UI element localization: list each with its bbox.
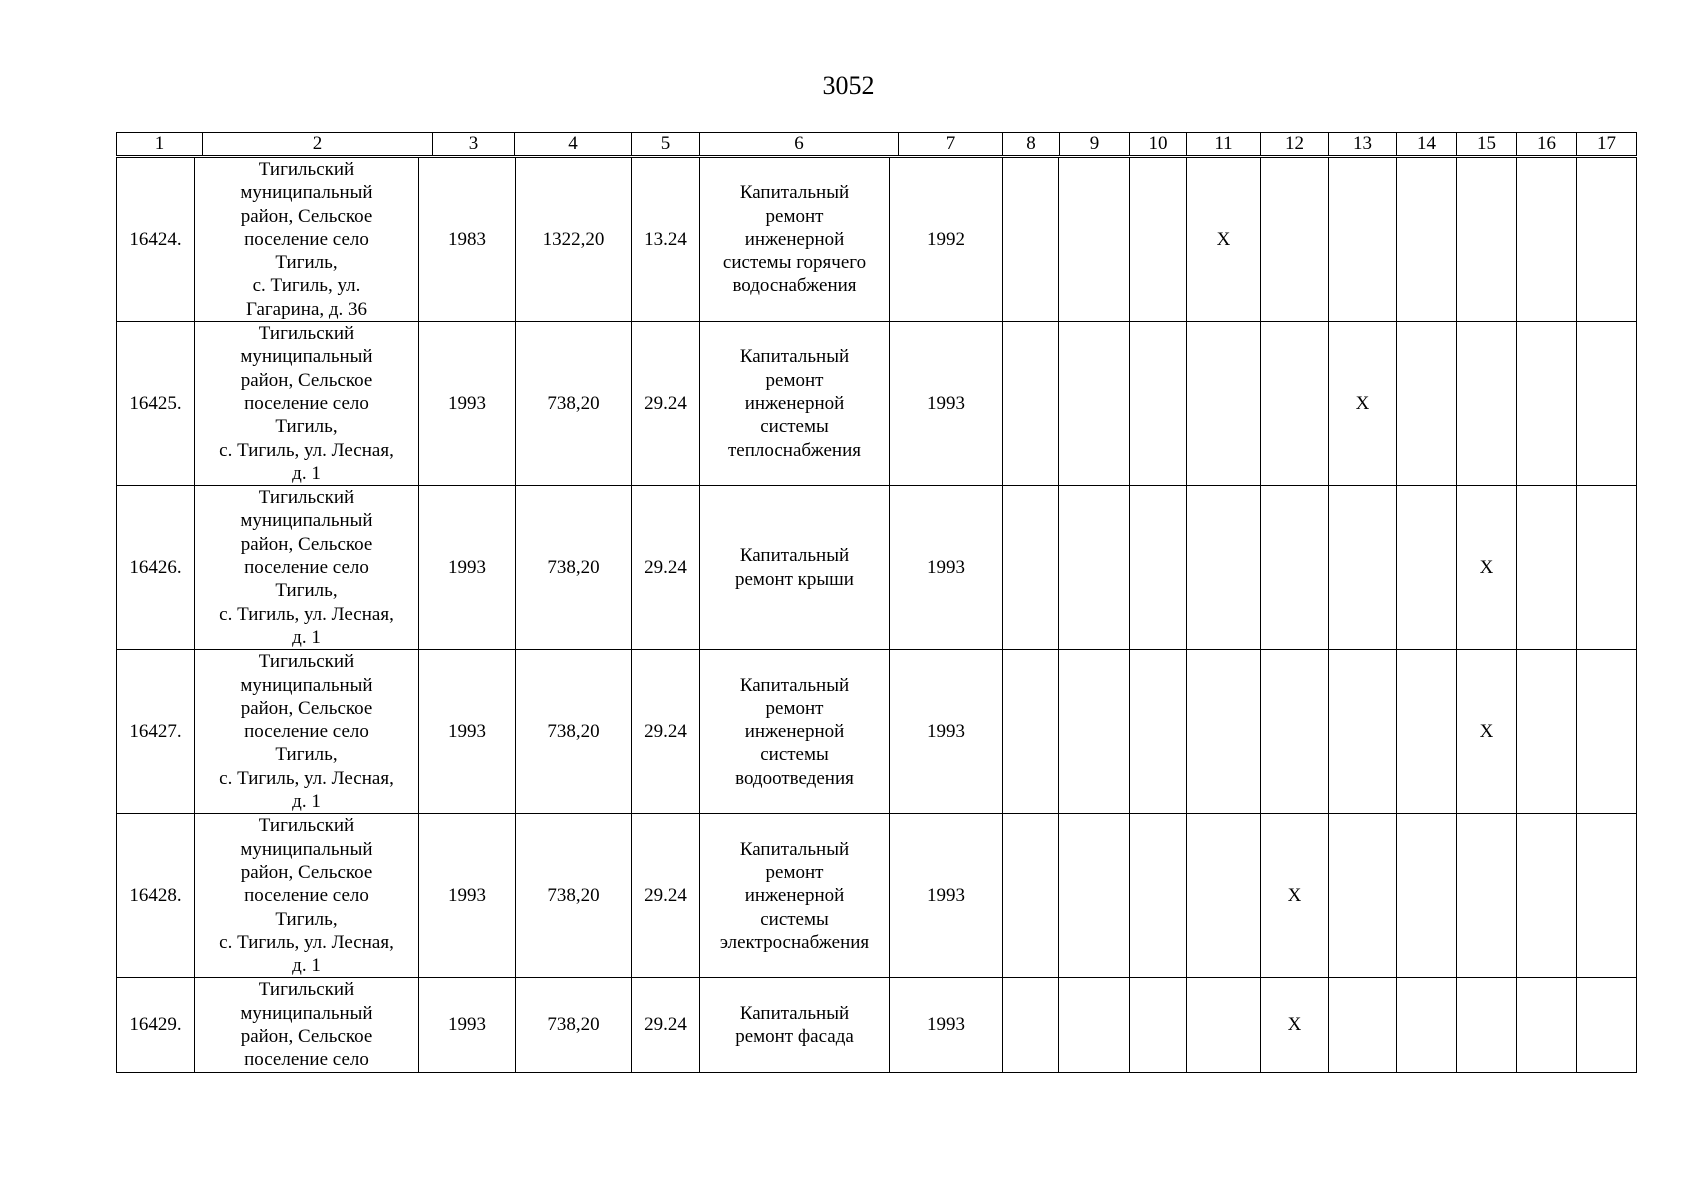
row-number: 16427. bbox=[117, 650, 195, 814]
area-cell: 738,20 bbox=[516, 814, 632, 978]
mark-cell-11 bbox=[1187, 486, 1261, 650]
table-row bbox=[117, 158, 1637, 322]
table-row bbox=[117, 814, 1637, 978]
mark-cell-13: X bbox=[1329, 322, 1397, 486]
header-cell: 10 bbox=[1130, 133, 1187, 156]
header-cell: 13 bbox=[1329, 133, 1397, 156]
mark-cell-16 bbox=[1517, 650, 1577, 814]
mark-cell-10 bbox=[1130, 322, 1187, 486]
mark-cell-17 bbox=[1577, 486, 1637, 650]
mark-cell-14 bbox=[1397, 158, 1457, 322]
mark-cell-13 bbox=[1329, 978, 1397, 1072]
year-work-cell: 1993 bbox=[890, 978, 1003, 1072]
header-cell: 3 bbox=[433, 133, 515, 156]
header-cell: 14 bbox=[1397, 133, 1457, 156]
year-work-cell: 1993 bbox=[890, 650, 1003, 814]
column-number-header bbox=[116, 132, 1637, 156]
year-work-cell: 1993 bbox=[890, 322, 1003, 486]
header-cell: 7 bbox=[899, 133, 1003, 156]
mark-cell-13 bbox=[1329, 158, 1397, 322]
mark-cell-13 bbox=[1329, 486, 1397, 650]
mark-cell-10 bbox=[1130, 158, 1187, 322]
header-cell: 17 bbox=[1577, 133, 1637, 156]
work-type-cell: Капитальный ремонт инженерной системы электроснабжения bbox=[700, 814, 890, 978]
mark-cell-17 bbox=[1577, 158, 1637, 322]
row-number: 16424. bbox=[117, 158, 195, 322]
mark-cell-12: X bbox=[1261, 814, 1329, 978]
mark-cell-14 bbox=[1397, 322, 1457, 486]
mark-cell-15 bbox=[1457, 158, 1517, 322]
address-cell: Тигильский муниципальный район, Сельское поселение село Тигиль, с. Тигиль, ул. Лесная, д. 1 bbox=[195, 486, 419, 650]
mark-cell-10 bbox=[1130, 814, 1187, 978]
area-cell: 1322,20 bbox=[516, 158, 632, 322]
year-built-cell: 1983 bbox=[419, 158, 516, 322]
mark-cell-12 bbox=[1261, 650, 1329, 814]
mark-cell-15: X bbox=[1457, 650, 1517, 814]
mark-cell-16 bbox=[1517, 158, 1577, 322]
mark-cell-12: X bbox=[1261, 978, 1329, 1072]
year-built-cell: 1993 bbox=[419, 814, 516, 978]
header-row bbox=[117, 133, 1637, 156]
mark-cell-16 bbox=[1517, 322, 1577, 486]
header-cell: 1 bbox=[117, 133, 203, 156]
address-cell: Тигильский муниципальный район, Сельское поселение село bbox=[195, 978, 419, 1072]
mark-cell-14 bbox=[1397, 486, 1457, 650]
mark-cell-9 bbox=[1059, 978, 1130, 1072]
header-cell: 8 bbox=[1003, 133, 1060, 156]
year-built-cell: 1993 bbox=[419, 486, 516, 650]
mark-cell-13 bbox=[1329, 814, 1397, 978]
mark-cell-8 bbox=[1003, 978, 1059, 1072]
mark-cell-14 bbox=[1397, 978, 1457, 1072]
mark-cell-12 bbox=[1261, 486, 1329, 650]
header-cell: 2 bbox=[203, 133, 433, 156]
mark-cell-17 bbox=[1577, 814, 1637, 978]
year-built-cell: 1993 bbox=[419, 978, 516, 1072]
mark-cell-9 bbox=[1059, 486, 1130, 650]
mark-cell-9 bbox=[1059, 814, 1130, 978]
mark-cell-15 bbox=[1457, 322, 1517, 486]
header-cell: 9 bbox=[1060, 133, 1130, 156]
year-built-cell: 1993 bbox=[419, 322, 516, 486]
mark-cell-9 bbox=[1059, 650, 1130, 814]
mark-cell-14 bbox=[1397, 650, 1457, 814]
year-work-cell: 1992 bbox=[890, 158, 1003, 322]
header-cell: 5 bbox=[632, 133, 700, 156]
area-cell: 738,20 bbox=[516, 978, 632, 1072]
code-cell: 13.24 bbox=[632, 158, 700, 322]
page-number: 3052 bbox=[822, 71, 875, 100]
year-work-cell: 1993 bbox=[890, 486, 1003, 650]
mark-cell-10 bbox=[1130, 486, 1187, 650]
mark-cell-11: X bbox=[1187, 158, 1261, 322]
table-row bbox=[117, 322, 1637, 486]
area-cell: 738,20 bbox=[516, 650, 632, 814]
code-cell: 29.24 bbox=[632, 486, 700, 650]
row-number: 16428. bbox=[117, 814, 195, 978]
mark-cell-11 bbox=[1187, 814, 1261, 978]
work-type-cell: Капитальный ремонт инженерной системы теплоснабжения bbox=[700, 322, 890, 486]
header-cell: 11 bbox=[1187, 133, 1261, 156]
header-cell: 6 bbox=[700, 133, 899, 156]
year-work-cell: 1993 bbox=[890, 814, 1003, 978]
area-cell: 738,20 bbox=[516, 486, 632, 650]
address-cell: Тигильский муниципальный район, Сельское поселение село Тигиль, с. Тигиль, ул. Лесная, д. 1 bbox=[195, 322, 419, 486]
mark-cell-11 bbox=[1187, 322, 1261, 486]
repair-schedule-table bbox=[116, 157, 1637, 1073]
mark-cell-8 bbox=[1003, 158, 1059, 322]
year-built-cell: 1993 bbox=[419, 650, 516, 814]
header-cell: 16 bbox=[1517, 133, 1577, 156]
row-number: 16426. bbox=[117, 486, 195, 650]
row-number: 16425. bbox=[117, 322, 195, 486]
mark-cell-16 bbox=[1517, 814, 1577, 978]
mark-cell-10 bbox=[1130, 650, 1187, 814]
mark-cell-14 bbox=[1397, 814, 1457, 978]
address-cell: Тигильский муниципальный район, Сельское поселение село Тигиль, с. Тигиль, ул. Гагарина, д. 36 bbox=[195, 158, 419, 322]
mark-cell-16 bbox=[1517, 978, 1577, 1072]
mark-cell-9 bbox=[1059, 322, 1130, 486]
code-cell: 29.24 bbox=[632, 322, 700, 486]
mark-cell-8 bbox=[1003, 814, 1059, 978]
mark-cell-8 bbox=[1003, 486, 1059, 650]
mark-cell-8 bbox=[1003, 322, 1059, 486]
work-type-cell: Капитальный ремонт крыши bbox=[700, 486, 890, 650]
code-cell: 29.24 bbox=[632, 814, 700, 978]
address-cell: Тигильский муниципальный район, Сельское поселение село Тигиль, с. Тигиль, ул. Лесная, д. 1 bbox=[195, 650, 419, 814]
header-cell: 12 bbox=[1261, 133, 1329, 156]
mark-cell-12 bbox=[1261, 322, 1329, 486]
mark-cell-17 bbox=[1577, 322, 1637, 486]
header-cell: 4 bbox=[515, 133, 632, 156]
work-type-cell: Капитальный ремонт инженерной системы горячего водоснабжения bbox=[700, 158, 890, 322]
mark-cell-17 bbox=[1577, 650, 1637, 814]
mark-cell-11 bbox=[1187, 978, 1261, 1072]
address-cell: Тигильский муниципальный район, Сельское поселение село Тигиль, с. Тигиль, ул. Лесная, д. 1 bbox=[195, 814, 419, 978]
row-number: 16429. bbox=[117, 978, 195, 1072]
mark-cell-9 bbox=[1059, 158, 1130, 322]
mark-cell-15: X bbox=[1457, 486, 1517, 650]
work-type-cell: Капитальный ремонт фасада bbox=[700, 978, 890, 1072]
mark-cell-16 bbox=[1517, 486, 1577, 650]
mark-cell-11 bbox=[1187, 650, 1261, 814]
code-cell: 29.24 bbox=[632, 978, 700, 1072]
mark-cell-13 bbox=[1329, 650, 1397, 814]
area-cell: 738,20 bbox=[516, 322, 632, 486]
mark-cell-12 bbox=[1261, 158, 1329, 322]
table-row bbox=[117, 650, 1637, 814]
mark-cell-15 bbox=[1457, 814, 1517, 978]
work-type-cell: Капитальный ремонт инженерной системы водоотведения bbox=[700, 650, 890, 814]
header-cell: 15 bbox=[1457, 133, 1517, 156]
table-row bbox=[117, 978, 1637, 1072]
mark-cell-17 bbox=[1577, 978, 1637, 1072]
mark-cell-8 bbox=[1003, 650, 1059, 814]
mark-cell-10 bbox=[1130, 978, 1187, 1072]
code-cell: 29.24 bbox=[632, 650, 700, 814]
table-row bbox=[117, 486, 1637, 650]
mark-cell-15 bbox=[1457, 978, 1517, 1072]
